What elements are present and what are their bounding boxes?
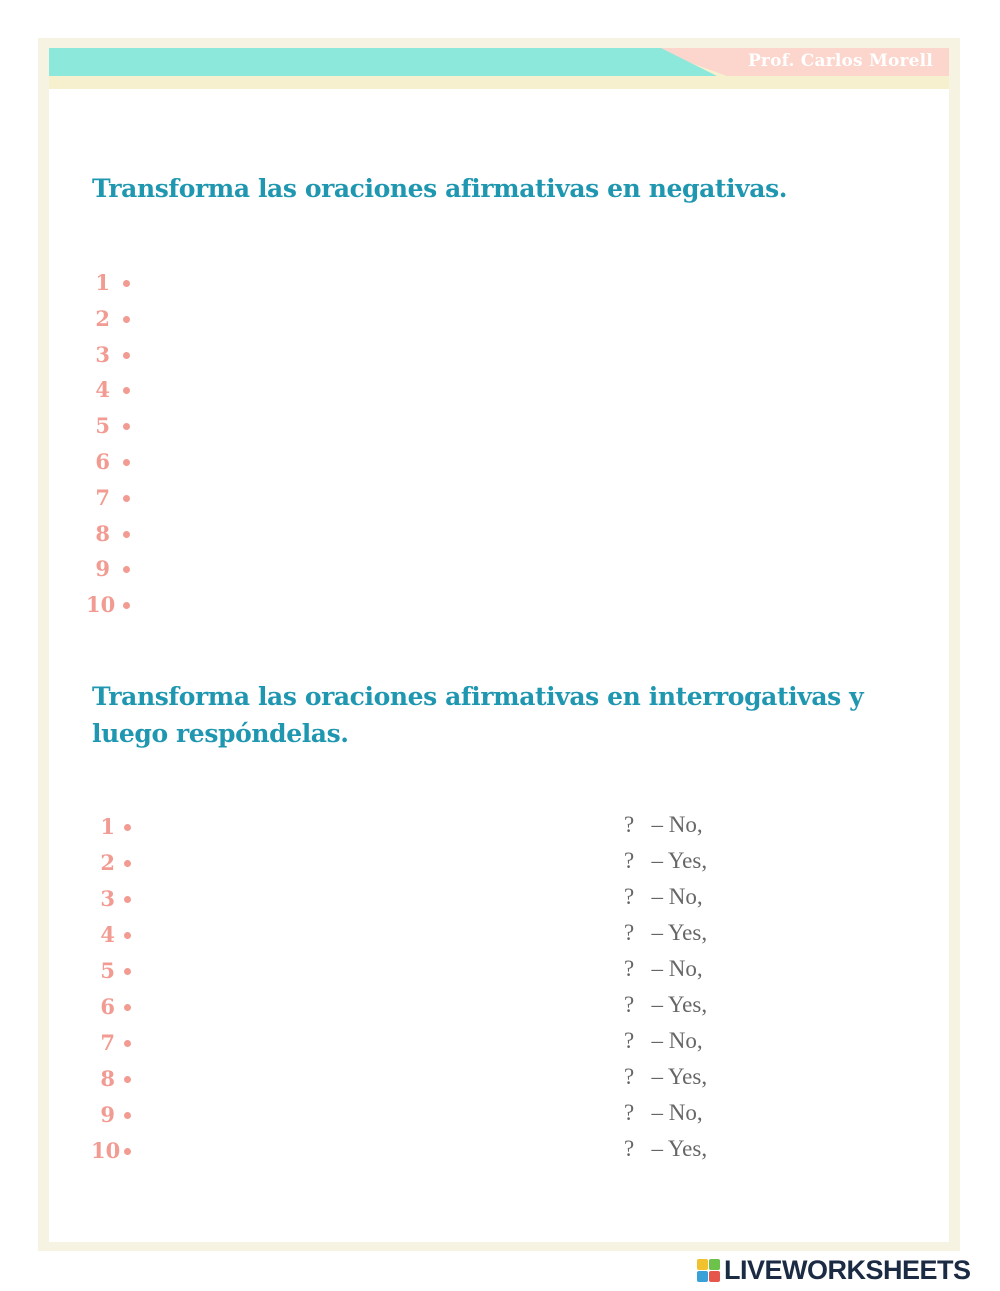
answer-prompt: ? – Yes, bbox=[624, 1136, 708, 1161]
bullet-dot-icon bbox=[123, 566, 130, 573]
item-number: 2 bbox=[95, 305, 110, 331]
bullet-dot-icon bbox=[124, 1112, 131, 1119]
answer-prompt: ? – Yes, bbox=[624, 848, 708, 873]
question-item bbox=[86, 918, 886, 952]
item-number: 4 bbox=[95, 377, 110, 403]
item-number: 6 bbox=[95, 449, 110, 474]
question-item bbox=[86, 846, 886, 880]
sentence-item bbox=[86, 517, 886, 551]
item-number: 10 bbox=[91, 1138, 121, 1163]
item-number: 1 bbox=[100, 814, 115, 839]
answer-prompt: ? – Yes, bbox=[624, 1064, 708, 1089]
bullet-dot-icon bbox=[123, 495, 130, 502]
answer-prompt: ? – No, bbox=[624, 1100, 703, 1125]
bullet-dot-icon bbox=[124, 896, 131, 903]
item-number: 10 bbox=[86, 592, 116, 618]
bullet-dot-icon bbox=[123, 531, 130, 538]
answer-prompt: ? – No, bbox=[624, 812, 703, 837]
item-number: 8 bbox=[100, 1066, 115, 1091]
author-name: Prof. Carlos Morell bbox=[747, 51, 933, 71]
section-1-title: Transforma las oraciones afirmativas en negativas. bbox=[92, 174, 788, 203]
answer-prompt: ? – No, bbox=[624, 884, 703, 909]
section-2-title: Transforma las oraciones afirmativas en interrogativas y luego respóndelas. bbox=[92, 682, 864, 748]
item-number: 3 bbox=[100, 886, 115, 911]
answer-prompt: ? – No, bbox=[624, 956, 703, 981]
bullet-dot-icon bbox=[124, 932, 131, 939]
question-item bbox=[86, 990, 886, 1024]
bullet-dot-icon bbox=[124, 1040, 131, 1047]
bullet-dot-icon bbox=[123, 459, 130, 466]
liveworksheets-logo-icon bbox=[697, 1259, 721, 1283]
sentence-item bbox=[86, 338, 886, 372]
liveworksheets-wordmark: LIVEWORKSHEETS bbox=[724, 1255, 971, 1285]
bullet-dot-icon bbox=[124, 1076, 131, 1083]
bullet-dot-icon bbox=[123, 352, 130, 359]
item-number: 6 bbox=[100, 994, 115, 1019]
bullet-dot-icon bbox=[123, 423, 130, 430]
item-number: 5 bbox=[100, 958, 115, 983]
item-number: 1 bbox=[95, 270, 110, 295]
bullet-dot-icon bbox=[124, 824, 131, 831]
bullet-dot-icon bbox=[123, 316, 130, 323]
item-number: 5 bbox=[95, 413, 110, 439]
item-number: 9 bbox=[100, 1102, 115, 1127]
sentence-item bbox=[86, 445, 886, 479]
item-number: 2 bbox=[100, 850, 115, 875]
sentence-item bbox=[86, 588, 886, 622]
header-banner bbox=[49, 48, 949, 89]
bullet-dot-icon bbox=[124, 1004, 131, 1011]
liveworksheets-brand[interactable] bbox=[697, 1255, 997, 1287]
bullet-dot-icon bbox=[123, 602, 130, 609]
question-item bbox=[86, 810, 886, 844]
question-item bbox=[86, 1098, 886, 1132]
item-number: 7 bbox=[95, 484, 110, 510]
question-item bbox=[86, 882, 886, 916]
item-number: 8 bbox=[95, 520, 110, 546]
sentence-item bbox=[86, 481, 886, 515]
sentence-item bbox=[86, 552, 886, 586]
sentence-item bbox=[86, 302, 886, 336]
question-item bbox=[86, 1026, 886, 1060]
answer-prompt: ? – Yes, bbox=[624, 992, 708, 1017]
sentence-item bbox=[86, 266, 886, 300]
bullet-dot-icon bbox=[124, 968, 131, 975]
item-number: 3 bbox=[95, 341, 110, 367]
sentence-item bbox=[86, 373, 886, 407]
item-number: 9 bbox=[95, 556, 110, 582]
item-number: 7 bbox=[100, 1030, 115, 1055]
bullet-dot-icon bbox=[123, 280, 130, 287]
question-item bbox=[86, 954, 886, 988]
sentence-item bbox=[86, 409, 886, 443]
bullet-dot-icon bbox=[123, 387, 130, 394]
answer-prompt: ? – No, bbox=[624, 1028, 703, 1053]
question-item bbox=[86, 1134, 886, 1168]
bullet-dot-icon bbox=[124, 1148, 131, 1155]
bullet-dot-icon bbox=[124, 860, 131, 867]
item-number: 4 bbox=[100, 922, 115, 947]
question-item bbox=[86, 1062, 886, 1096]
answer-prompt: ? – Yes, bbox=[624, 920, 708, 945]
